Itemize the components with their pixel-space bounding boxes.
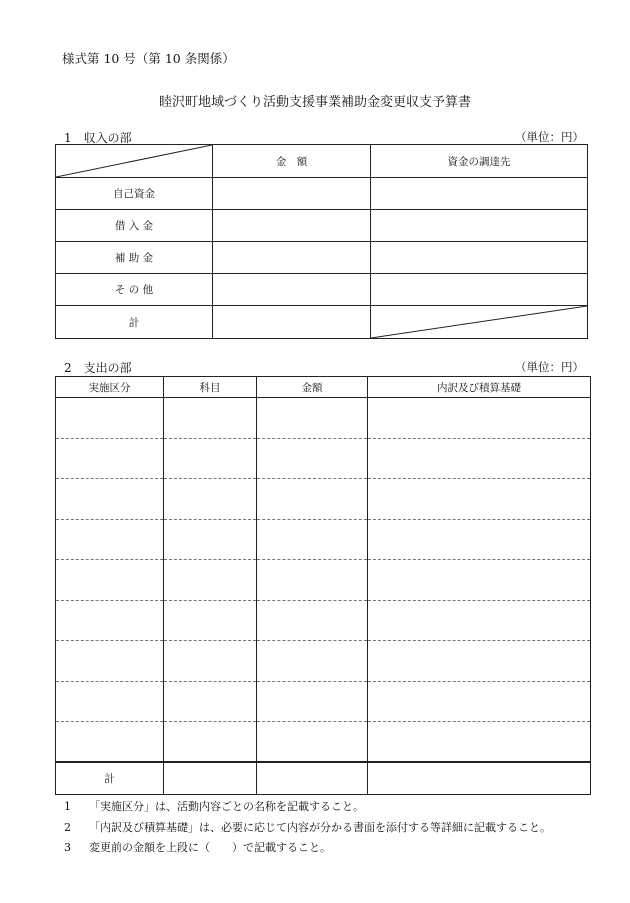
note-item: [64, 838, 551, 859]
expense-total-amount-cell[interactable]: [257, 762, 368, 794]
expense-col-category: 実施区分: [56, 377, 164, 398]
expense-unit: （単位：円）: [515, 360, 584, 374]
expense-category-cell[interactable]: [56, 681, 164, 722]
expense-item-cell[interactable]: [164, 479, 257, 520]
income-heading: 1 収入の部: [64, 131, 132, 145]
expense-breakdown-cell[interactable]: [368, 600, 591, 641]
income-source-cell[interactable]: [371, 242, 588, 274]
expense-amount-cell[interactable]: [257, 519, 368, 560]
expense-category-cell[interactable]: [56, 398, 164, 439]
expense-amount-cell[interactable]: [257, 479, 368, 520]
form-number: 様式第 10 号（第 10 条関係）: [62, 51, 235, 66]
expense-item-cell[interactable]: [164, 722, 257, 763]
expense-category-cell[interactable]: [56, 722, 164, 763]
expense-breakdown-cell[interactable]: [368, 722, 591, 763]
expense-category-cell[interactable]: [56, 438, 164, 479]
expense-item-cell[interactable]: [164, 519, 257, 560]
expense-item-cell[interactable]: [164, 681, 257, 722]
income-col-source: 資金の調達先: [371, 145, 588, 178]
expense-item-cell[interactable]: [164, 600, 257, 641]
expense-total-label: 計: [56, 762, 164, 794]
expense-category-cell[interactable]: [56, 519, 164, 560]
expense-category-cell[interactable]: [56, 560, 164, 601]
income-total-amount-cell[interactable]: [213, 306, 371, 339]
expense-breakdown-cell[interactable]: [368, 438, 591, 479]
expense-breakdown-cell[interactable]: [368, 560, 591, 601]
income-table: [55, 144, 588, 339]
income-row-label: 自己資金: [56, 178, 213, 210]
expense-category-cell[interactable]: [56, 479, 164, 520]
income-header-diagonal-cell: [56, 145, 213, 178]
note-number: 2: [64, 820, 71, 834]
note-number: 3: [64, 841, 71, 854]
income-row-label: 補 助 金: [56, 242, 213, 274]
notes: [64, 797, 551, 859]
expense-item-cell[interactable]: [164, 560, 257, 601]
expense-amount-cell[interactable]: [257, 560, 368, 601]
income-amount-cell[interactable]: [213, 242, 371, 274]
expense-amount-cell[interactable]: [257, 641, 368, 682]
expense-breakdown-cell[interactable]: [368, 641, 591, 682]
expense-amount-cell[interactable]: [257, 722, 368, 763]
expense-breakdown-cell[interactable]: [368, 681, 591, 722]
income-source-cell[interactable]: [371, 210, 588, 242]
income-source-cell[interactable]: [371, 274, 588, 306]
expense-amount-cell[interactable]: [257, 600, 368, 641]
expense-total-item-cell[interactable]: [164, 762, 257, 794]
note-number: 1: [64, 800, 71, 813]
expense-item-cell[interactable]: [164, 641, 257, 682]
expense-breakdown-cell[interactable]: [368, 398, 591, 439]
income-amount-cell[interactable]: [213, 210, 371, 242]
expense-item-cell[interactable]: [164, 398, 257, 439]
income-row-label: そ の 他: [56, 274, 213, 306]
expense-category-cell[interactable]: [56, 641, 164, 682]
expense-amount-cell[interactable]: [257, 438, 368, 479]
note-item: [64, 797, 551, 818]
income-source-cell[interactable]: [371, 178, 588, 210]
expense-breakdown-cell[interactable]: [368, 519, 591, 560]
income-row-label: 借 入 金: [56, 210, 213, 242]
expense-heading: 2 支出の部: [64, 361, 132, 375]
expense-breakdown-cell[interactable]: [368, 479, 591, 520]
expense-col-item: 科目: [164, 377, 257, 398]
expense-item-cell[interactable]: [164, 438, 257, 479]
expense-amount-cell[interactable]: [257, 398, 368, 439]
income-unit: （単位：円）: [515, 130, 584, 144]
expense-table: [55, 376, 591, 795]
income-amount-cell[interactable]: [213, 178, 371, 210]
note-text: 「実施区分」は、活動内容ごとの名称を記載すること。: [89, 800, 364, 813]
expense-total-breakdown-cell[interactable]: [368, 762, 591, 794]
expense-col-amount: 金額: [257, 377, 368, 398]
expense-col-breakdown: 内訳及び積算基礎: [368, 377, 591, 398]
note-text: 「内訳及び積算基礎」は、必要に応じて内容が分かる書面を添付する等詳細に記載すること。: [89, 820, 551, 834]
note-text: 変更前の金額を上段に（ ）で記載すること。: [89, 841, 331, 854]
income-total-diagonal-cell: [371, 306, 588, 339]
expense-category-cell[interactable]: [56, 600, 164, 641]
note-item: [64, 818, 551, 839]
income-col-amount: 金 額: [213, 145, 371, 178]
document-title: 睦沢町地域づくり活動支援事業補助金変更収支予算書: [158, 95, 471, 110]
expense-amount-cell[interactable]: [257, 681, 368, 722]
income-amount-cell[interactable]: [213, 274, 371, 306]
income-total-label: 計: [56, 306, 213, 339]
